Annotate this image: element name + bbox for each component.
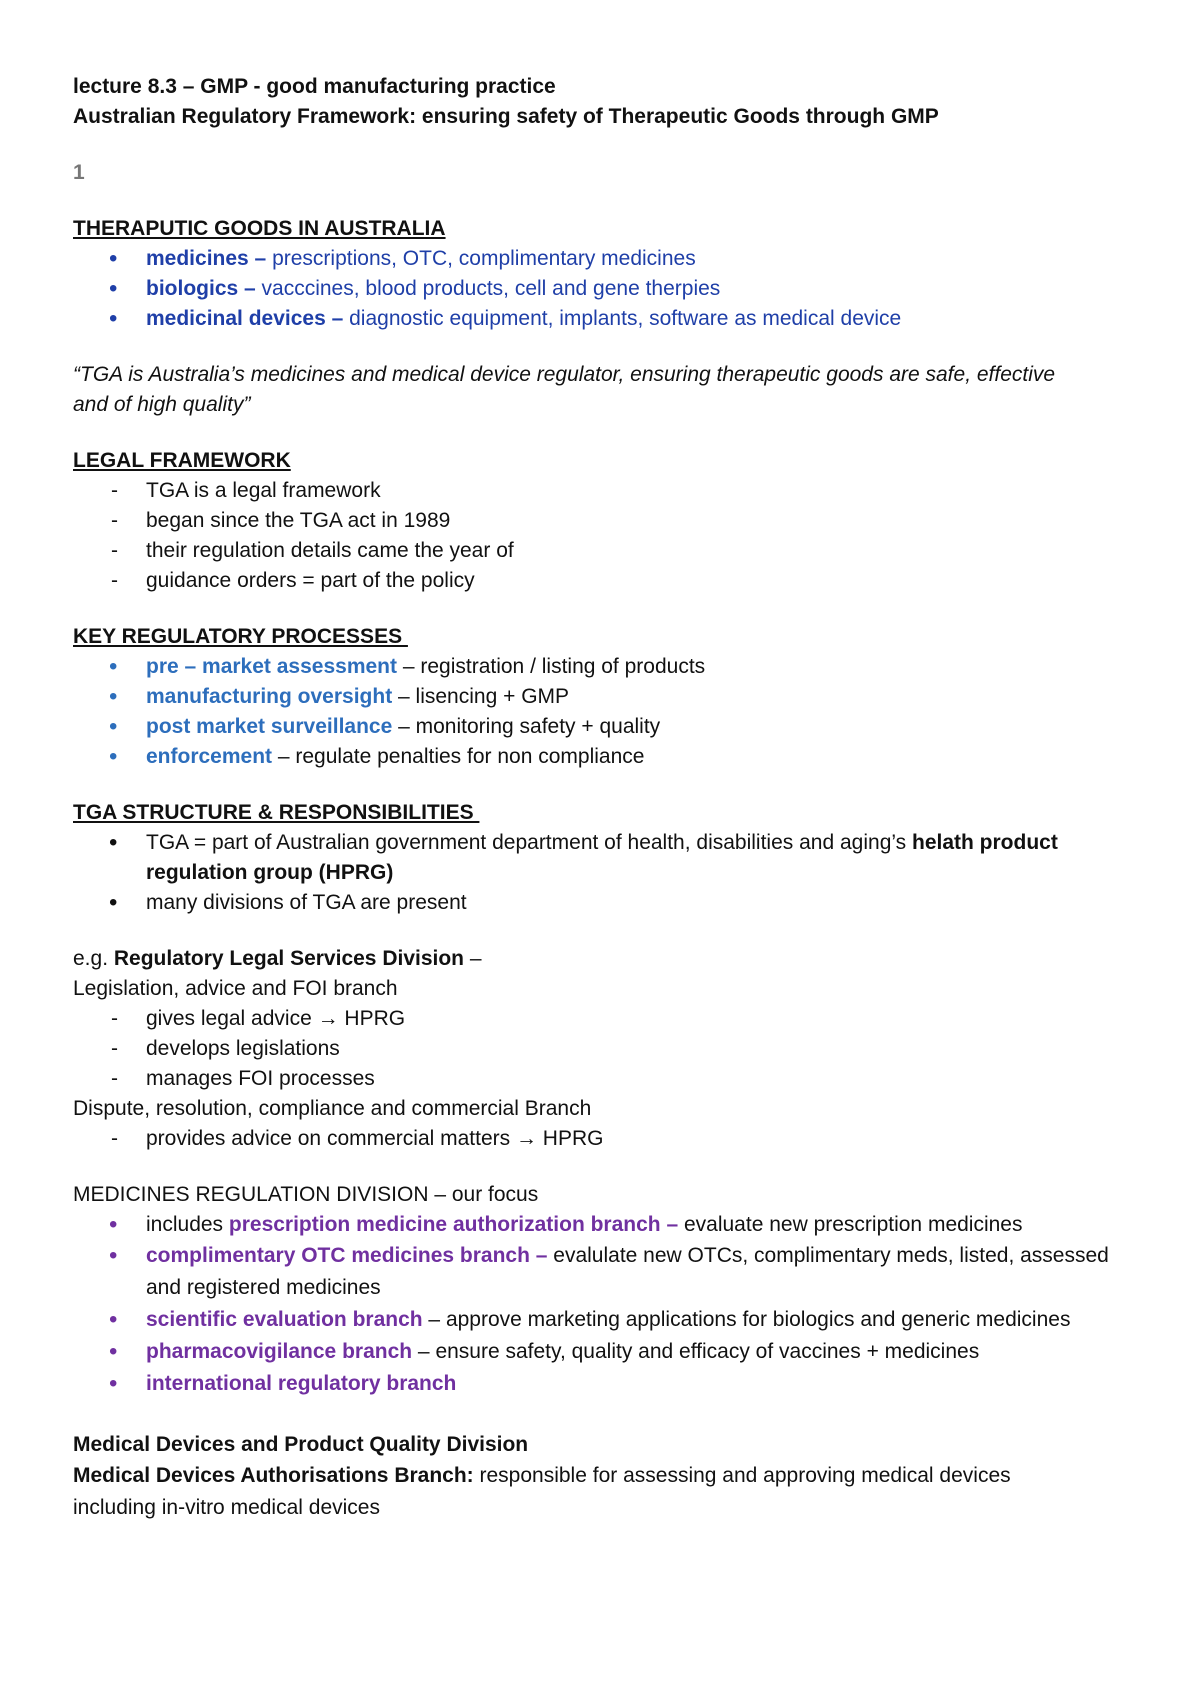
document-page (73, 72, 1133, 1524)
list-item: • TGA = part of Australian government department of health, disabilities and aging’s helath product regulation group (HPRG) (73, 828, 1126, 888)
example-division: e.g. Regulatory Legal Services Division – (73, 947, 482, 970)
branch-legislation: Legislation, advice and FOI branch (73, 977, 398, 1000)
list-item: • complimentary OTC medicines branch – evalulate new OTCs, complimentary meds, listed, assessed and registered medicines (73, 1240, 1126, 1304)
devices-division-heading: Medical Devices and Product Quality Division (73, 1433, 529, 1456)
branch-dispute: Dispute, resolution, compliance and commercial Branch (73, 1097, 592, 1120)
branch-legislation-list (73, 1004, 1133, 1094)
slide-number: 1 (73, 161, 85, 184)
list-item: • pre – market assessment – registration / listing of products (73, 652, 1133, 682)
lecture-subtitle: Australian Regulatory Framework: ensuring safety of Therapeutic Goods through GMP (73, 105, 939, 128)
list-item: - develops legislations (73, 1034, 1133, 1064)
therapeutic-goods-heading: THERAPUTIC GOODS IN AUSTRALIA (73, 217, 446, 240)
key-processes-list (73, 652, 1133, 772)
list-item: • post market surveillance – monitoring safety + quality (73, 712, 1133, 742)
tga-structure-heading: TGA STRUCTURE & RESPONSIBILITIES (73, 801, 480, 824)
list-item: • biologics – vacccines, blood products, cell and gene therpies (73, 274, 1133, 304)
list-item: • scientific evaluation branch – approve marketing applications for biologics and generic medicines (73, 1304, 1133, 1336)
branch-dispute-list (73, 1124, 1133, 1154)
list-item: • pharmacovigilance branch – ensure safety, quality and efficacy of vaccines + medicines (73, 1336, 1133, 1368)
list-item: • manufacturing oversight – lisencing + GMP (73, 682, 1133, 712)
list-item: • many divisions of TGA are present (73, 888, 1133, 918)
list-item: - guidance orders = part of the policy (73, 566, 1133, 596)
key-processes-heading: KEY REGULATORY PROCESSES (73, 625, 408, 648)
list-item: - began since the TGA act in 1989 (73, 506, 1133, 536)
legal-framework-heading: LEGAL FRAMEWORK (73, 449, 291, 472)
devices-branch: Medical Devices Authorisations Branch: responsible for assessing and approving medical devices including in-vitro medical devices (73, 1464, 1011, 1519)
list-item: • enforcement – regulate penalties for non compliance (73, 742, 1133, 772)
list-item: - gives legal advice → HPRG (73, 1004, 1133, 1034)
tga-quote: “TGA is Australia’s medicines and medical device regulator, ensuring therapeutic goods are safe, effective and of high quality” (73, 363, 1056, 416)
tga-structure-list (73, 828, 1133, 918)
medicines-division-heading: MEDICINES REGULATION DIVISION – our focus (73, 1183, 539, 1206)
list-item: - TGA is a legal framework (73, 476, 1133, 506)
list-item: • includes prescription medicine authorization branch – evaluate new prescription medicines (73, 1210, 1133, 1240)
list-item: • international regulatory branch (73, 1368, 1133, 1400)
list-item: - their regulation details came the year of (73, 536, 1133, 566)
list-item: - provides advice on commercial matters → HPRG (73, 1124, 1133, 1154)
list-item: • medicinal devices – diagnostic equipment, implants, software as medical device (73, 304, 1133, 334)
list-item: - manages FOI processes (73, 1064, 1133, 1094)
lecture-title: lecture 8.3 – GMP - good manufacturing practice (73, 75, 556, 98)
therapeutic-goods-list (73, 244, 1133, 334)
legal-framework-list (73, 476, 1133, 596)
medicines-division-list (73, 1210, 1133, 1400)
list-item: • medicines – prescriptions, OTC, complimentary medicines (73, 244, 1133, 274)
